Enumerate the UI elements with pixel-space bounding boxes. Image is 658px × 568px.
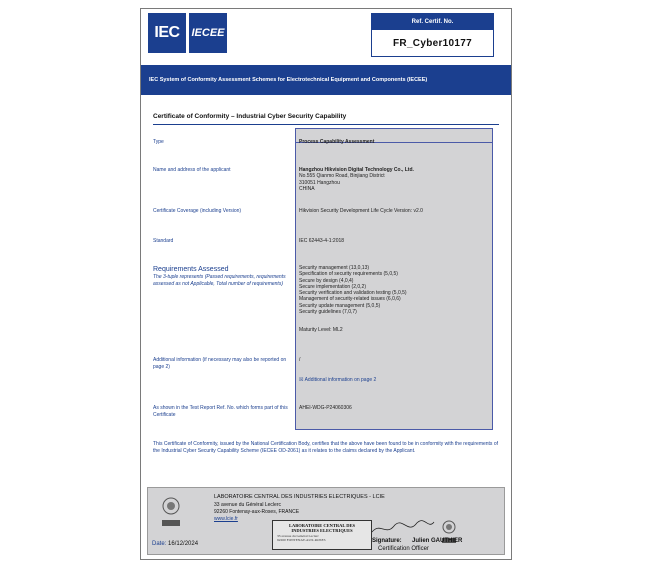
requirement-item: Security verification and validation testing (5,0,5) (299, 290, 407, 296)
additional-page2-checkbox: ☒ Additional information on page 2 (299, 377, 377, 383)
certificate-title: Certificate of Conformity – Industrial Cyber Security Capability (153, 113, 499, 125)
certificate-page (140, 8, 512, 560)
report-label: As shown in the Test Report Ref. No. which forms part of this Certificate (153, 405, 288, 418)
lcie-seal-icon (160, 496, 182, 530)
additional-value: / (299, 357, 301, 363)
type-value: Process Capability Assessment (299, 139, 375, 145)
lab-address-line: 33 avenue du Général Leclerc (214, 502, 281, 508)
applicant-line: No.555 Qianmo Road, Binjiang District (299, 173, 385, 180)
standard-label: Standard (153, 238, 174, 244)
lab-address-line: 92260 Fontenay-aux-Roses, FRANCE (214, 509, 300, 515)
type-label: Type (153, 139, 164, 145)
report-value: AHEI-WDG-P24060306 (299, 405, 352, 411)
handwritten-signature-icon (368, 518, 438, 538)
applicant-line: CHINA (299, 185, 315, 192)
applicant-value (299, 167, 489, 192)
issue-date (152, 541, 198, 547)
signatory-role: Certification Officer (378, 546, 429, 552)
iecee-logo (189, 13, 227, 53)
requirement-item: Security guidelines (7,0,7) (299, 308, 357, 315)
signatory-name: Julien GAUTHIER (412, 538, 463, 544)
applicant-label: Name and address of the applicant (153, 167, 231, 173)
requirements-label (153, 265, 291, 287)
stamp-line: LABORATOIRE CENTRAL DES (288, 523, 356, 528)
lab-website-link[interactable]: www.lcie.fr (214, 516, 238, 522)
stamp-line: 33 avenue du Général Leclerc (277, 533, 319, 538)
ref-value: FR_Cyber10177 (393, 37, 472, 49)
date-value: 16/12/2024 (168, 541, 199, 547)
requirement-item: Management of security-related issues (6,0,6) (299, 296, 401, 303)
ref-label: Ref. Certif. No. (372, 14, 493, 30)
lab-stamp (272, 520, 372, 550)
coverage-label: Certificate Coverage (including Version) (153, 208, 242, 214)
stamp-line: 92260 FONTENAY-AUX-ROSES (277, 537, 326, 542)
coverage-value: Hikvision Security Development Life Cycle Version: v2.0 (299, 208, 423, 214)
additional-label: Additional information (if necessary may also be reported on page 2) (153, 357, 287, 370)
applicant-line: 310051 Hangzhou (299, 179, 340, 186)
requirement-item: Secure by design (4,0,4) (299, 277, 354, 284)
lab-name: LABORATOIRE CENTRAL DES INDUSTRIES ELECTRIQUES - LCIE (214, 494, 385, 500)
requirements-note: The 3-tuple represents (Passed requirements, requirements assessed as not Applicable, Total number of requirements) (153, 274, 286, 287)
footer-panel (147, 487, 505, 555)
conformity-statement: This Certificate of Conformity, issued by the National Certification Body, certifies that the above have been found to be in conformity with the requirements of the Industrial Cyber Security Capability Scheme (IECEE OD-2061) as it relates to the claims declared by the Applicant. (153, 441, 498, 454)
scheme-banner: IEC System of Conformity Assessment Schemes for Electrotechnical Equipment and Components (IECEE) (141, 65, 511, 95)
applicant-line: Hangzhou Hikvision Digital Technology Co., Ltd. (299, 167, 414, 173)
requirement-item: Security update management (5,0,5) (299, 302, 381, 309)
reference-box (371, 13, 494, 57)
maturity-level: Maturity Level: ML2 (299, 327, 343, 333)
date-label: Date: (152, 541, 167, 547)
signature-label: Signature: (372, 538, 402, 544)
requirement-item: Security management (13,0,13) (299, 265, 370, 271)
requirements-title: Requirements Assessed (153, 266, 229, 273)
iec-logo: IEC (148, 13, 186, 53)
iecee-logo-text: IECEE (191, 27, 225, 39)
requirements-list (299, 265, 489, 315)
stamp-line: INDUSTRIES ELECTRIQUES (291, 528, 353, 534)
requirement-item: Specification of security requirements (5,0,5) (299, 271, 398, 278)
requirement-item: Secure implementation (2,0,2) (299, 283, 366, 290)
standard-value: IEC 62443-4-1:2018 (299, 238, 345, 244)
